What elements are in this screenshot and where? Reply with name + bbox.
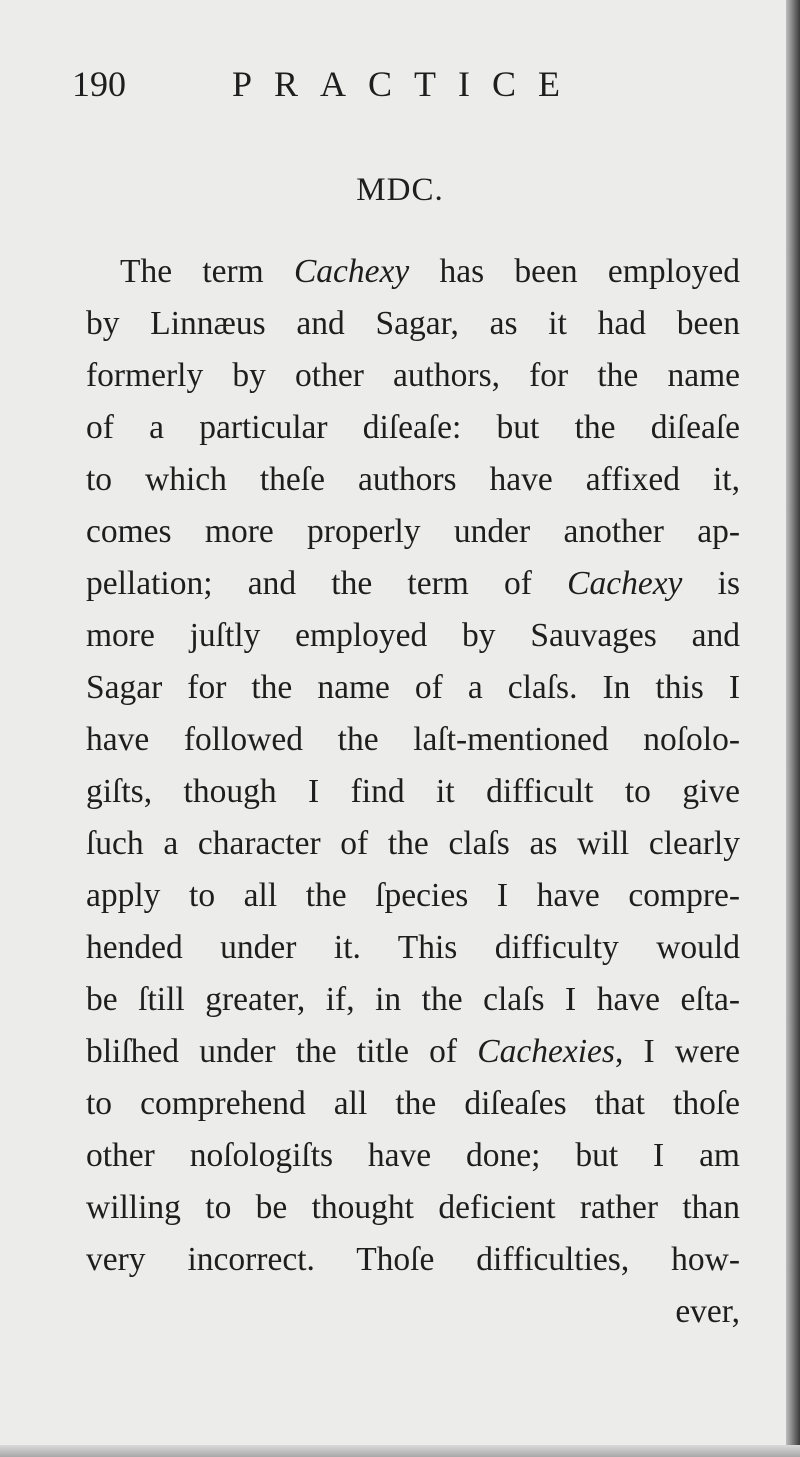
text-line: by Linnæus and Sagar, as it had been [86,305,740,342]
text-line: ſuch a character of the claſs as will clearly [86,825,740,862]
text-line: formerly by other authors, for the name [86,357,740,394]
page-bottom-edge [0,1445,800,1457]
text-line: to comprehend all the diſeaſes that thoſe [86,1085,740,1122]
page-edge-shadow [786,0,800,1457]
text-line: very incorrect. Thoſe difficulties, how- [86,1241,740,1278]
text-line: The term Cachexy has been employed [120,253,740,290]
text-line: other noſologiſts have done; but I am [86,1137,740,1174]
section-heading: MDC. [356,172,444,208]
page-number: 190 [72,64,126,104]
text-line: comes more properly under another ap- [86,513,740,550]
text-line: Sagar for the name of a claſs. In this I [86,669,740,706]
text-line: giſts, though I find it difficult to give [86,773,740,810]
running-title: PRACTICE [232,64,583,104]
text-line: bliſhed under the title of Cachexies, I were [86,1033,741,1070]
text-line: apply to all the ſpecies I have compre- [86,877,740,914]
running-head [72,58,632,108]
text-line: hended under it. This difficulty would [86,929,740,966]
text-line: willing to be thought deficient rather than [86,1189,740,1226]
text-line: more juſtly employed by Sauvages and [86,617,740,654]
text-line: of a particular diſeaſe: but the diſeaſe [86,409,740,446]
text-line: to which theſe authors have affixed it, [86,461,740,498]
text-line: have followed the laſt-mentioned noſolo- [86,721,740,758]
text-line: pellation; and the term of Cachexy is [86,565,740,602]
catchword: ever, [675,1293,740,1330]
body-text [86,246,740,1338]
text-line: be ſtill greater, if, in the claſs I have eſta- [86,981,740,1018]
